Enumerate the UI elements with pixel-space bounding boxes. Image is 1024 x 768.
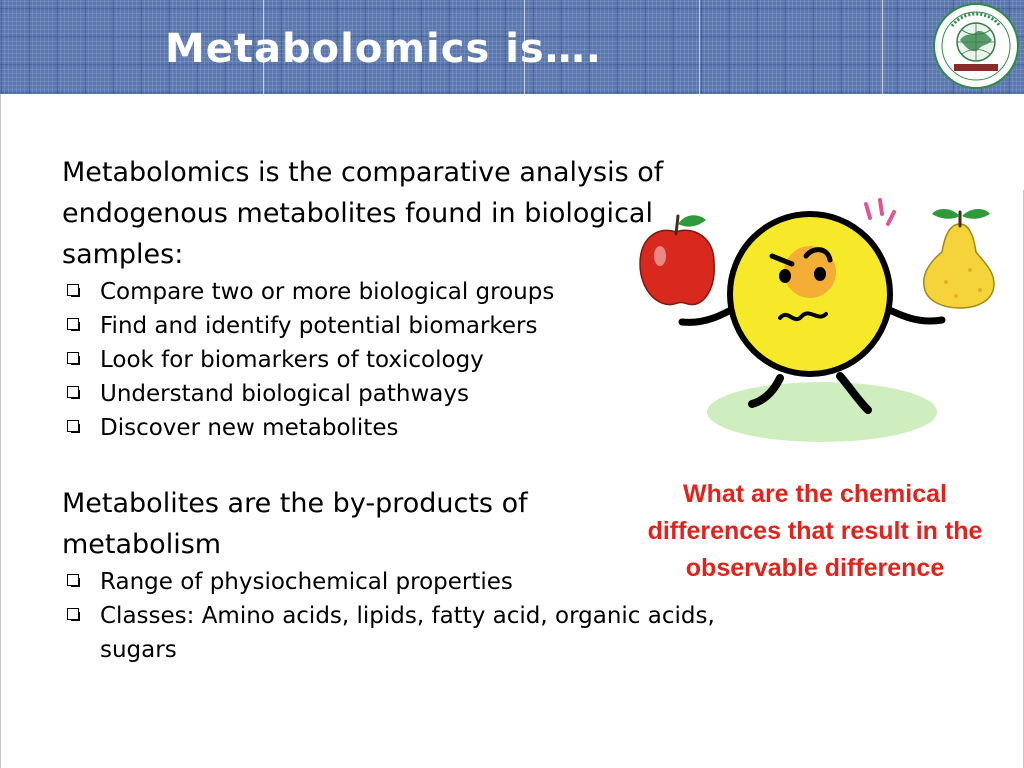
list-item-text: Find and identify potential biomarkers: [100, 313, 538, 339]
list-item-text: Understand biological pathways: [100, 381, 469, 407]
header-divider: [882, 0, 883, 94]
list-item-text: Look for biomarkers of toxicology: [100, 347, 484, 373]
institution-logo-icon: [932, 2, 1020, 90]
checkbox-bullet-icon: [67, 352, 79, 364]
apple-icon: [640, 215, 714, 304]
left-eye: [779, 269, 791, 283]
stress-marks: [866, 200, 894, 224]
slide-title: Metabolomics is….: [165, 26, 602, 72]
metabolites-paragraph: Metabolites are the by-products of metabolism: [62, 488, 528, 560]
pear-icon: [924, 209, 994, 308]
list-item-text: Range of physiochemical properties: [100, 569, 513, 595]
checkbox-bullet-icon: [67, 284, 79, 296]
ground-shadow: [707, 382, 937, 442]
right-eye: [814, 267, 826, 281]
slide-frame-left: [0, 94, 1, 768]
checkbox-bullet-icon: [67, 608, 79, 620]
puzzled-face-illustration: [630, 190, 1010, 452]
checkbox-bullet-icon: [67, 386, 79, 398]
list-item-text: Compare two or more biological groups: [100, 279, 555, 305]
list-item: [62, 599, 742, 667]
slide-header: [0, 0, 1024, 94]
checkbox-bullet-icon: [67, 318, 79, 330]
list-item-text: Discover new metabolites: [100, 415, 399, 441]
checkbox-bullet-icon: [67, 574, 79, 586]
list-item-text: Classes: Amino acids, lipids, fatty acid, organic acids, sugars: [100, 603, 715, 663]
header-divider: [699, 0, 700, 94]
checkbox-bullet-icon: [67, 420, 79, 432]
intro-paragraph: Metabolomics is the comparative analysis of endogenous metabolites found in biological samples:: [62, 157, 664, 270]
question-caption: What are the chemical differences that result in the observable difference: [647, 480, 983, 582]
